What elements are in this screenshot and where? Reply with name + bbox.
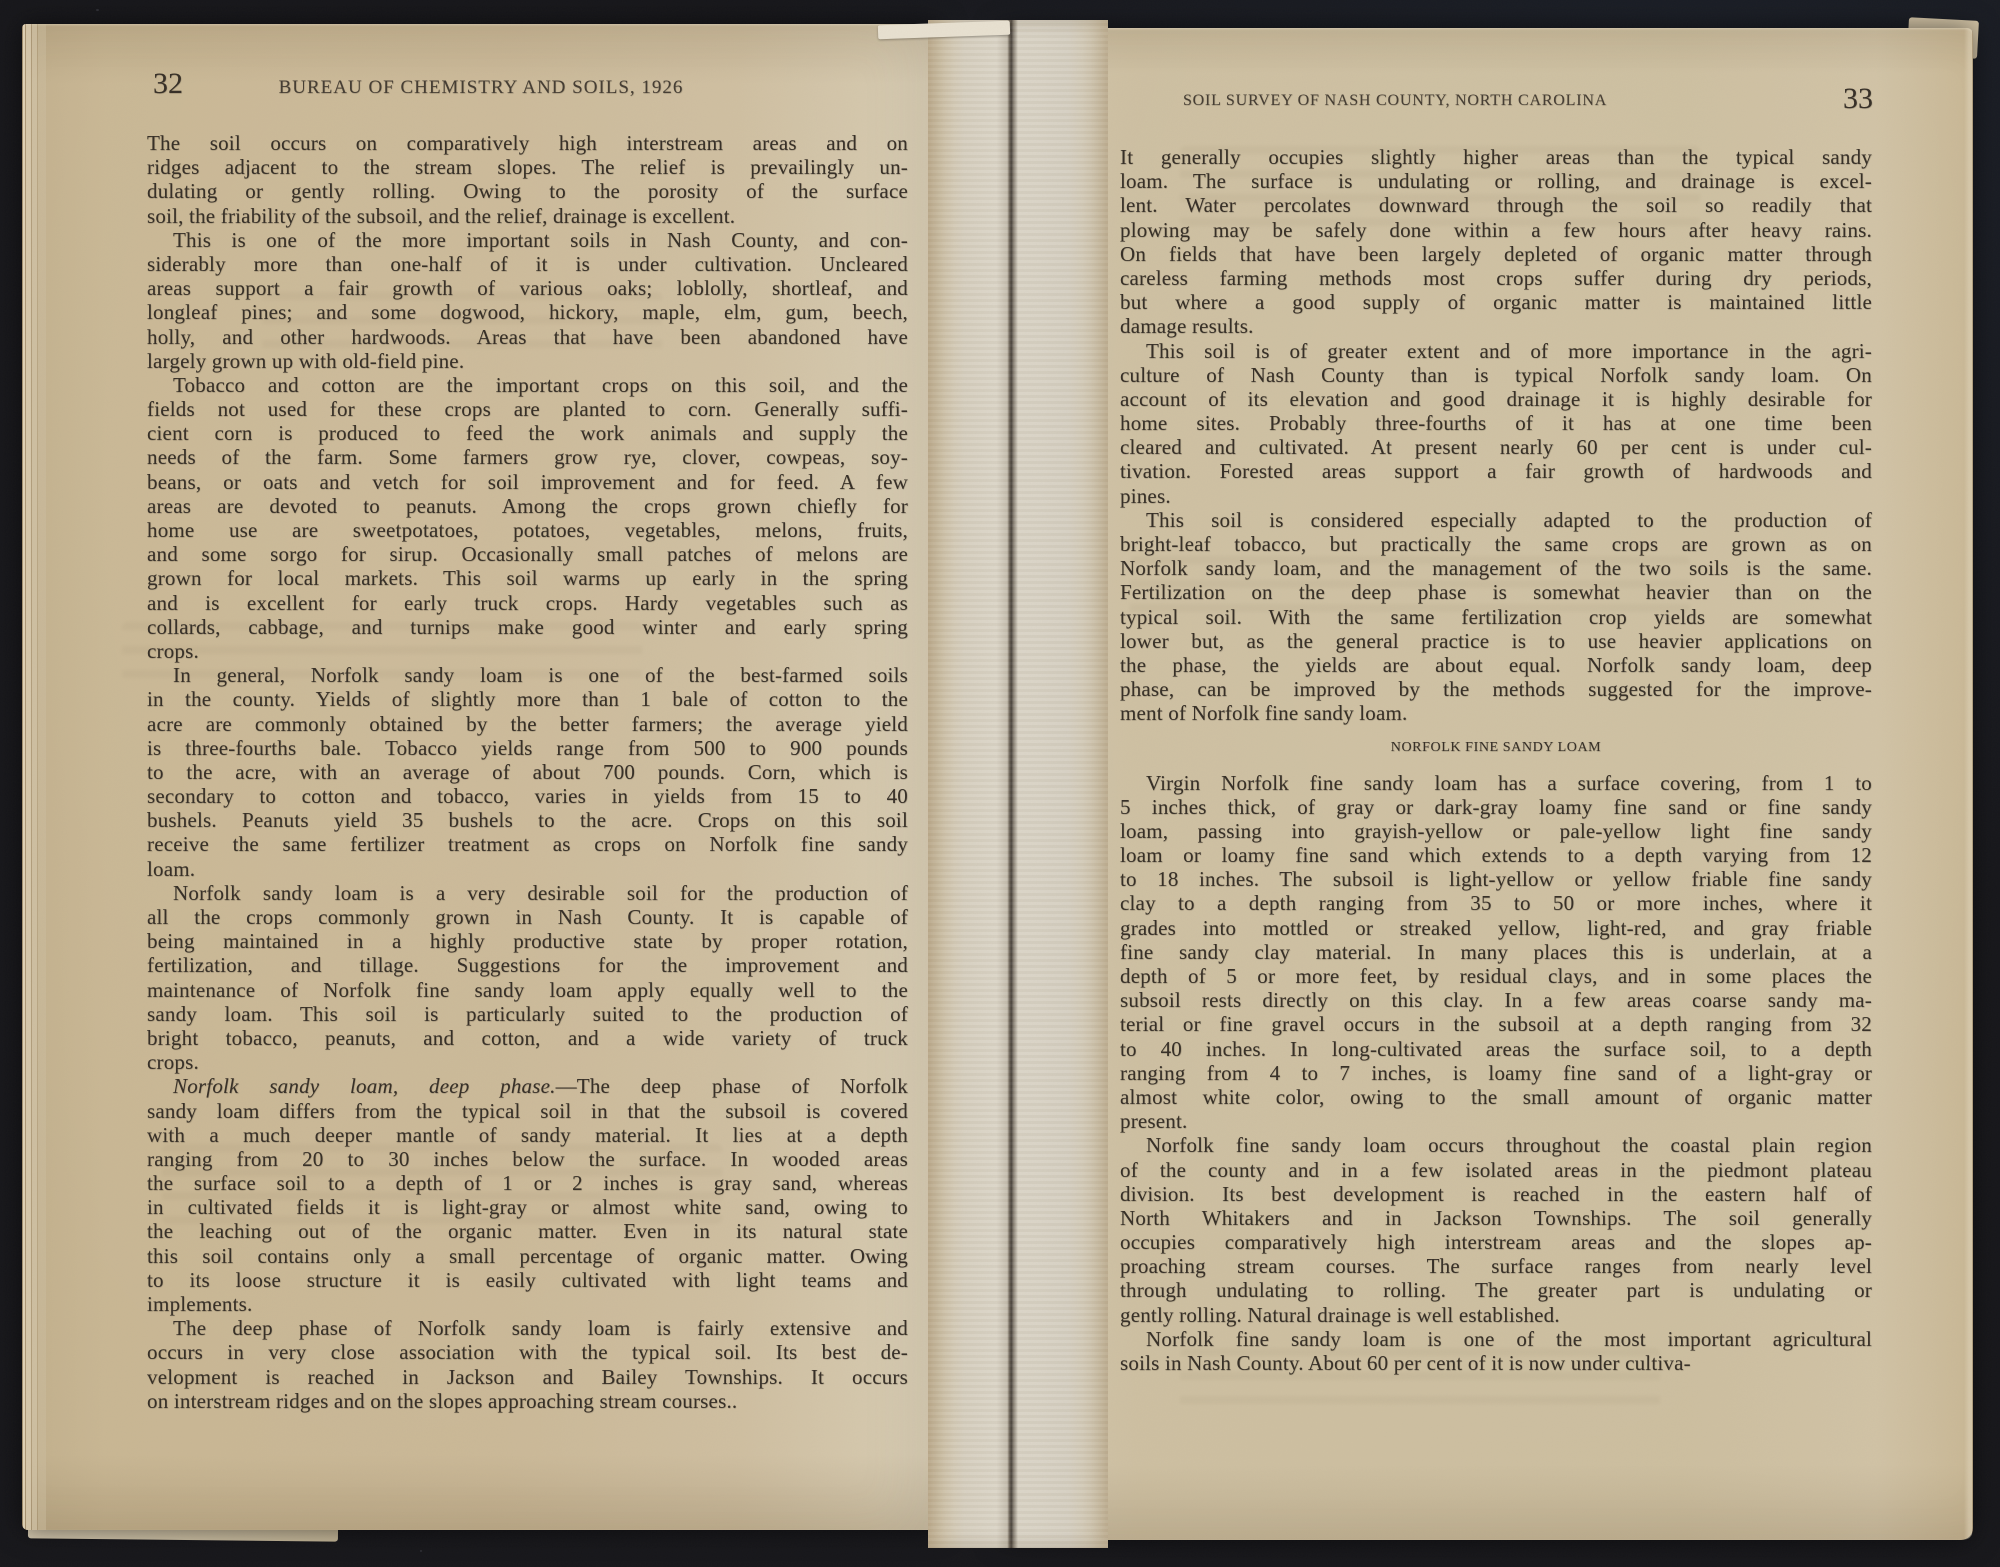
text-line: holly, and other hardwoods. Areas that have been abandoned have	[147, 324, 908, 349]
text-line: North Whitakers and in Jackson Townships. The soil generally	[1120, 1205, 1872, 1230]
left-text-column	[147, 131, 908, 1413]
text-line: lower but, as the general practice is to use heavier applications on	[1120, 628, 1872, 653]
text-line: to 40 inches. In long-cultivated areas the surface soil, to a depth	[1120, 1036, 1872, 1061]
paragraph	[147, 663, 908, 881]
text-line: maintenance of Norfolk fine sandy loam apply equally well to the	[147, 977, 908, 1002]
text-line: depth of 5 or more feet, by residual clays, and in some places the	[1120, 964, 1872, 988]
text-line: receive the same fertilizer treatment as crops on Norfolk fine sandy	[147, 832, 908, 857]
text-line: to the acre, with an average of about 700 pounds. Corn, which is	[147, 759, 908, 784]
text-line: all the crops commonly grown in Nash County. It is capable of	[147, 905, 908, 929]
text-line: the phase, the yields are about equal. Norfolk sandy loam, deep	[1120, 652, 1872, 677]
paragraph	[147, 228, 908, 373]
text-line: present.	[1120, 1109, 1188, 1134]
text-line: grades into mottled or streaked yellow, light-red, and gray friable	[1120, 915, 1872, 940]
text-line: Norfolk sandy loam is a very desirable soil for the production of	[173, 880, 908, 905]
text-line: 5 inches thick, of gray or dark-gray loamy fine sand or fine sandy	[1120, 794, 1872, 819]
text-line: fertilization, and tillage. Suggestions for the improvement and	[147, 953, 908, 978]
text-line: the surface soil to a depth of 1 or 2 inches is gray sand, whereas	[147, 1171, 908, 1196]
left-page-number: 32	[153, 67, 183, 100]
text-line: and some sorgo for sirup. Occasionally small patches of melons are	[147, 542, 908, 567]
left-page	[22, 24, 940, 1530]
text-line: tivation. Forested areas support a fair growth of hardwoods and	[1120, 459, 1872, 484]
text-line: lent. Water percolates downward through the soil so readily that	[1120, 193, 1872, 218]
text-line: clay to a depth ranging from 35 to 50 or more inches, where it	[1120, 891, 1872, 916]
text-line: This is one of the more important soils in Nash County, and con-	[173, 227, 908, 252]
text-line: Fertilization on the deep phase is somewhat heavier than on the	[1120, 580, 1872, 605]
text-line: cient corn is produced to feed the work animals and supply the	[147, 421, 908, 446]
text-line: On fields that have been largely depleted of organic matter through	[1120, 241, 1872, 266]
text-line: ridges adjacent to the stream slopes. The relief is prevailingly un-	[147, 155, 908, 180]
text-line: terial or fine gravel occurs in the subsoil at a depth ranging from 32	[1120, 1012, 1872, 1037]
text-line: The soil occurs on comparatively high interstream areas and on	[147, 131, 908, 155]
text-line: on interstream ridges and on the slopes approaching stream courses..	[147, 1388, 738, 1413]
text-line: In general, Norfolk sandy loam is one of the best-farmed soils	[173, 663, 908, 688]
text-line: sandy loam. This soil is particularly suited to the production of	[147, 1001, 908, 1026]
paragraph	[147, 881, 908, 1075]
text-line: of the county and in a few isolated areas in the piedmont plateau	[1120, 1157, 1872, 1182]
text-line: careless farming methods most crops suffer during dry periods,	[1120, 265, 1872, 290]
text-line: cleared and cultivated. At present nearly 60 per cent is under cul-	[1120, 435, 1872, 460]
text-line: being maintained in a highly productive state by proper rotation,	[147, 929, 908, 954]
dust-speck	[96, 9, 99, 11]
text-line: in the county. Yields of slightly more than 1 bale of cotton to the	[147, 687, 908, 712]
paragraph	[1120, 1327, 1872, 1375]
paragraph	[1120, 339, 1872, 508]
right-running-header: SOIL SURVEY OF NASH COUNTY, NORTH CAROLINA	[1182, 92, 1608, 109]
text-line: through undulating to rolling. The greater part is undulating or	[1120, 1278, 1872, 1303]
text-line: longleaf pines; and some dogwood, hickory, maple, elm, gum, beech,	[147, 300, 908, 325]
text-line: needs of the farm. Some farmers grow rye, clover, cowpeas, soy-	[147, 445, 908, 470]
text-line: is three-fourths bale. Tobacco yields range from 500 to 900 pounds	[147, 735, 908, 760]
text-line: soils in Nash County. About 60 per cent of it is now under cultiva-	[1120, 1351, 1691, 1375]
text-line: typical soil. With the same fertilization crop yields are somewhat	[1120, 604, 1872, 629]
text-line: Virgin Norfolk fine sandy loam has a surface covering, from 1 to	[1146, 770, 1872, 795]
text-line: loam or loamy fine sand which extends to a depth varying from 12	[1120, 843, 1872, 868]
paragraph	[1120, 508, 1872, 726]
text-line: siderably more than one-half of it is under cultivation. Uncleared	[147, 251, 908, 276]
paragraph	[1120, 145, 1872, 339]
text-line: Norfolk sandy loam, and the management of the two soils is the same.	[1120, 556, 1872, 581]
text-line: fine sandy clay material. In many places this is underlain, at a	[1120, 939, 1872, 964]
text-line: acre are commonly obtained by the better farmers; the average yield	[147, 711, 908, 736]
text-line: pines.	[1120, 483, 1171, 508]
text-line: bushels. Peanuts yield 35 bushels to the acre. Crops on this soil	[147, 808, 908, 833]
text-line: crops.	[147, 638, 199, 663]
text-line: phase, can be improved by the methods suggested for the improve-	[1120, 677, 1872, 702]
text-line: loam. The surface is undulating or rolling, and drainage is excel-	[1120, 169, 1872, 194]
left-running-header: BUREAU OF CHEMISTRY AND SOILS, 1926	[278, 77, 684, 98]
section-heading: NORFOLK FINE SANDY LOAM	[1390, 739, 1602, 755]
text-line: Norfolk fine sandy loam is one of the most important agricultural	[1146, 1326, 1872, 1351]
text-line: but where a good supply of organic matter is maintained little	[1120, 290, 1872, 315]
text-line: home sites. Probably three-fourths of it has at one time been	[1120, 411, 1872, 436]
paragraph	[147, 373, 908, 663]
text-line: secondary to cotton and tobacco, varies in yields from 15 to 40	[147, 784, 908, 809]
text-line: account of its elevation and good drainage it is highly desirable for	[1120, 386, 1872, 411]
text-line: It generally occupies slightly higher areas than the typical sandy	[1120, 145, 1872, 169]
text-line: grown for local markets. This soil warms up early in the spring	[147, 566, 908, 591]
paragraph	[1120, 1133, 1872, 1327]
text-line: culture of Nash County than is typical Norfolk sandy loam. On	[1120, 362, 1872, 387]
text-line: This soil is of greater extent and of more importance in the agri-	[1146, 338, 1872, 363]
text-line: soil, the friability of the subsoil, and the relief, drainage is excellent.	[147, 203, 736, 228]
book-gutter-binding	[928, 20, 1108, 1548]
dust-speck	[420, 1550, 422, 1552]
text-line: velopment is reached in Jackson and Bailey Townships. It occurs	[147, 1364, 908, 1389]
text-line: occupies comparatively high interstream areas and the slopes ap-	[1120, 1230, 1872, 1255]
text-line: ment of Norfolk fine sandy loam.	[1120, 701, 1408, 726]
paragraph	[147, 1316, 908, 1413]
text-line: ranging from 4 to 7 inches, is loamy fine sand of a light-gray or	[1120, 1060, 1872, 1085]
text-line: crops.	[147, 1050, 199, 1075]
text-line: collards, cabbage, and turnips make good winter and early spring	[147, 614, 908, 639]
text-line: areas support a fair growth of various oaks; loblolly, shortleaf, and	[147, 276, 908, 301]
text-line: to its loose structure it is easily cultivated with light teams and	[147, 1267, 908, 1292]
text-line: loam.	[147, 856, 196, 881]
text-line: ranging from 20 to 30 inches below the surface. In wooded areas	[147, 1146, 908, 1171]
text-line: The deep phase of Norfolk sandy loam is fairly extensive and	[173, 1316, 908, 1341]
text-line: largely grown up with old-field pine.	[147, 348, 465, 373]
text-line: loam, passing into grayish-yellow or pale-yellow light fine sandy	[1120, 818, 1872, 843]
text-line: proaching stream courses. The surface ranges from nearly level	[1120, 1254, 1872, 1279]
text-line: and is excellent for early truck crops. Hardy vegetables such as	[147, 590, 908, 615]
paragraph	[147, 131, 908, 228]
right-text-column	[1120, 145, 1872, 1375]
right-page	[1000, 28, 1973, 1540]
text-line: areas are devoted to peanuts. Among the crops grown chiefly for	[147, 493, 908, 518]
text-line: implements.	[147, 1292, 253, 1316]
text-line: in cultivated fields it is light-gray or almost white sand, owing to	[147, 1195, 908, 1220]
text-line: subsoil rests directly on this clay. In a few areas coarse sandy ma-	[1120, 988, 1872, 1013]
text-line: this soil contains only a small percentage of organic matter. Owing	[147, 1243, 908, 1268]
paragraph	[1120, 771, 1872, 1134]
text-line: sandy loam differs from the typical soil in that the subsoil is covered	[147, 1098, 908, 1123]
text-line: home use are sweetpotatoes, potatoes, vegetables, melons, fruits,	[147, 518, 908, 542]
paragraph	[147, 1074, 908, 1316]
text-line: bright tobacco, peanuts, and cotton, and a wide variety of truck	[147, 1025, 908, 1050]
text-line: division. Its best development is reached in the eastern half of	[1120, 1181, 1872, 1206]
text-line: occurs in very close association with the typical soil. Its best de-	[147, 1340, 908, 1365]
text-line: bright-leaf tobacco, but practically the same crops are grown as on	[1120, 532, 1872, 556]
text-line: This soil is considered especially adapted to the production of	[1146, 507, 1872, 532]
text-line: plowing may be safely done within a few hours after heavy rains.	[1120, 217, 1872, 242]
text-line: with a much deeper mantle of sandy material. It lies at a depth	[147, 1122, 908, 1147]
text-line: to 18 inches. The subsoil is light-yellow or yellow friable fine sandy	[1120, 867, 1872, 892]
text-line: damage results.	[1120, 314, 1254, 339]
text-line: dulating or gently rolling. Owing to the porosity of the surface	[147, 179, 908, 204]
text-line: Tobacco and cotton are the important crops on this soil, and the	[173, 372, 908, 397]
text-line: fields not used for these crops are planted to corn. Generally suffi-	[147, 397, 908, 422]
text-line: beans, or oats and vetch for soil improvement and for feed. A few	[147, 469, 908, 494]
text-line: gently rolling. Natural drainage is well established.	[1120, 1302, 1560, 1327]
text-line: almost white color, owing to the small amount of organic matter	[1120, 1084, 1872, 1109]
text-line: the leaching out of the organic matter. Even in its natural state	[147, 1219, 908, 1244]
text-line: Norfolk sandy loam, deep phase.—The deep phase of Norfolk	[173, 1074, 908, 1099]
text-line: Norfolk fine sandy loam occurs throughout the coastal plain region	[1146, 1133, 1872, 1158]
right-page-number: 33	[1843, 82, 1873, 115]
